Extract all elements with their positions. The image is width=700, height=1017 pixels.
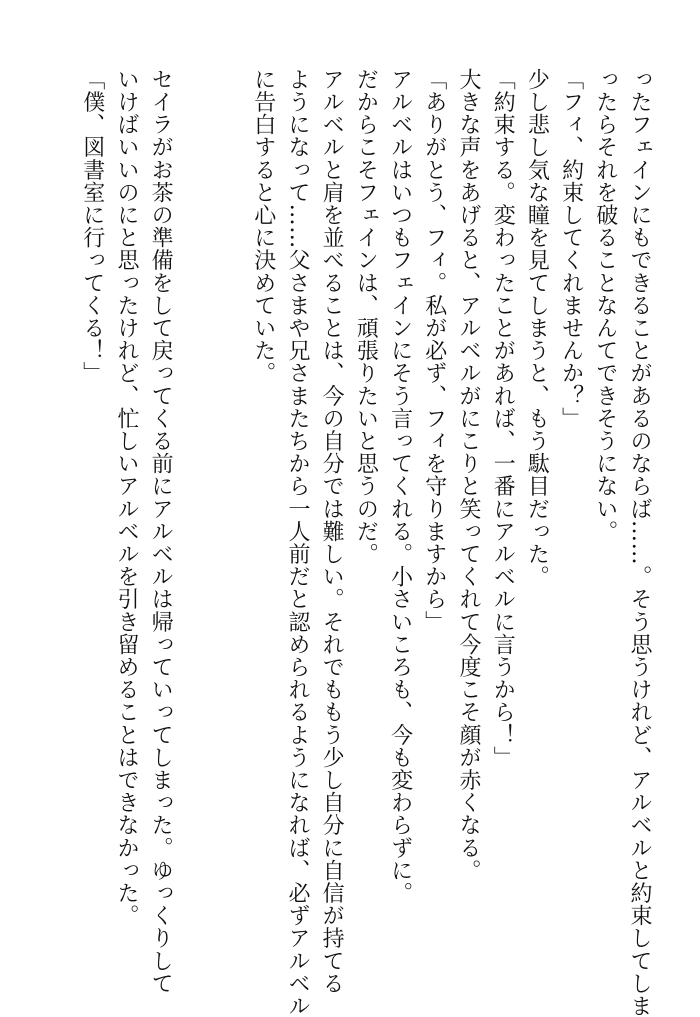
text-line: ったらそれを破ることなんてできそうにない。 [592,68,618,543]
blank-line [211,68,245,968]
text-line: セイラがお茶の準備をして戻ってくる前にアルベルは帰っていってしまった。ゆっくりして [148,68,174,995]
text-line: 「僕、図書室に行ってくる！」 [79,68,105,385]
text-line: ったフェインにもできることがあるのならば……。そう思うけれど、アルベルと約束してしま [627,68,652,1017]
text-line: 大きな声をあげると、アルベルがにこりと笑ってくれて今度こそ顔が赤くなる。 [455,68,481,882]
text-line: いけばいいのにと思ったけれど、忙しいアルベルを引き留めることはできなかった。 [113,68,139,927]
blank-line [177,68,211,968]
text-line: アルベルはいつもフェインにそう言ってくれる。小さいころも、今も変わらずに。 [387,68,413,905]
text-line: 「ありがとう、フィ。私が必ず、フィを守りますから」 [421,68,447,633]
text-line: に告白すると心に決めていた。 [250,68,276,385]
text-line: 少し悲し気な瞳を見てしまうと、もう駄目だった。 [524,68,550,588]
text-line: 「フィ、約束してくれませんか？」 [558,68,584,430]
vertical-text-body [75,68,656,1017]
text-line: アルベルと肩を並べることは、今の自分では難しい。それでももう少し自分に自信が持てる [319,68,345,995]
text-line: 「約束する。変わったことがあれば、一番にアルベルに言うから！」 [490,68,516,769]
text-line: だからこそフェインは、頑張りたいと思うのだ。 [353,68,379,566]
text-line: ようになって……父さまや兄さまたちから一人前だと認められるようになれば、必ずアルベル [284,68,310,1017]
